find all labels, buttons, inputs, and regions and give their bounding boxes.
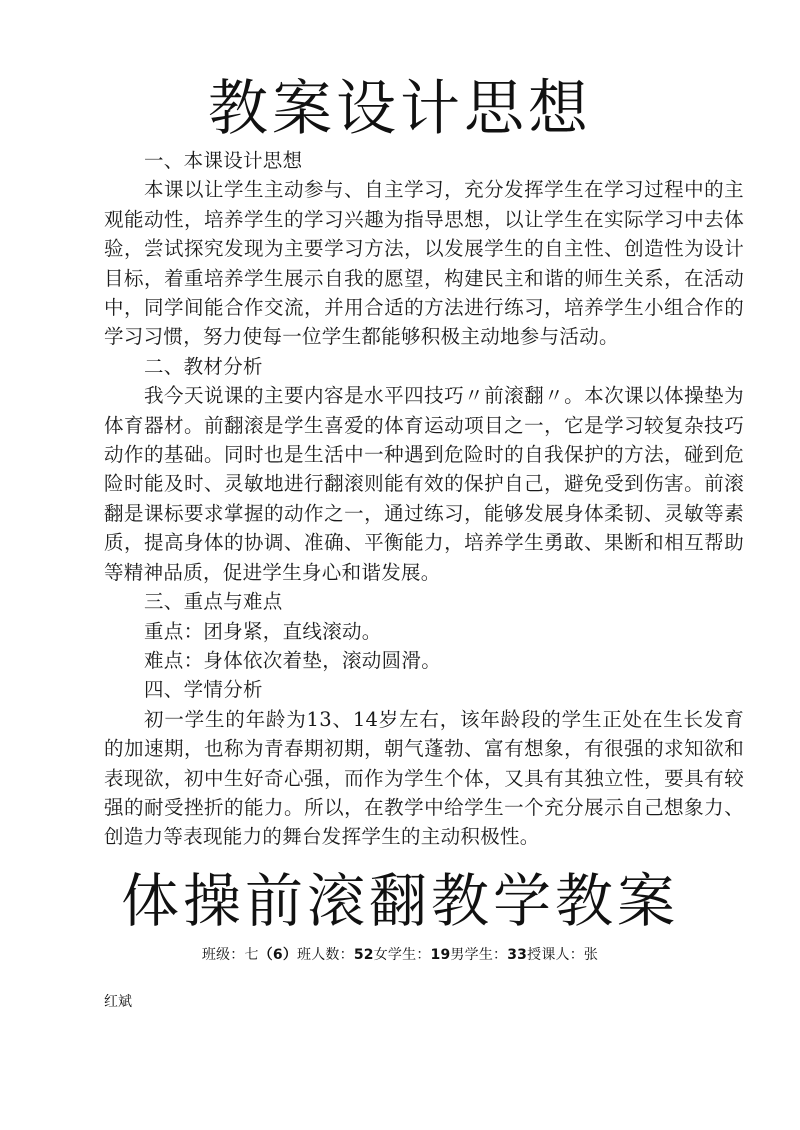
female-value: 19 [430, 947, 451, 963]
paragraph-material: 我今天说课的主要内容是水平四技巧〃前滚翻〃。本次课以体操垫为体育器材。前翻滚是学生喜爱的体育运动项目之一，它是学习较复杂技巧动作的基础。同时也是生活中一种遇到危险时的自我保护的方法，碰到危险时能及时、灵敏地进行翻滚则能有效的保护自己，避免受到伤害。前滚翻是课标要求掌握的动作之一，通过练习，能够发展身体柔韧、灵敏等素质，提高身体的协调、准确、平衡能力，培养学生勇敢、果断和相互帮助等精神品质，促进学生身心和谐发展。 [104, 384, 744, 584]
class-value: （6） [258, 947, 298, 963]
paragraph-key-point: 重点：团身紧，直线滚动。 [144, 619, 382, 643]
paragraph-difficulty: 难点：身体依次着垫，滚动圆滑。 [144, 648, 442, 672]
count-label: 班人数： [297, 947, 354, 963]
lesson-title: 体操前滚翻教学教案 [120, 867, 679, 935]
teacher-name-tail: 红斌 [104, 994, 132, 1010]
section-heading-material: 二、教材分析 [144, 354, 263, 378]
paragraph-students: 初一学生的年龄为13、14岁左右，该年龄段的学生正处在生长发育的加速期，也称为青春期初期，朝气蓬勃、富有想象，有很强的求知欲和表现欲，初中生好奇心强，而作为学生个体，又具有其独立性，要具有较强的耐受挫折的能力。所以，在教学中给学生一个充分展示自己想象力、创造力等表现能力的舞台发挥学生的主动积极性。 [104, 707, 744, 849]
class-info-line [0, 945, 800, 965]
section-heading-students: 四、学情分析 [144, 678, 263, 702]
male-value: 33 [507, 947, 528, 963]
section-heading-design: 一、本课设计思想 [144, 149, 303, 172]
document-body [104, 146, 744, 852]
teacher-label: 授课人：张 [527, 947, 599, 963]
class-label: 班级：七 [201, 947, 259, 963]
female-label: 女学生： [373, 947, 431, 963]
document-title: 教案设计思想 [208, 74, 592, 144]
paragraph-design: 本课以让学生主动参与、自主学习，充分发挥学生在学习过程中的主观能动性，培养学生的学习兴趣为指导思想，以让学生在实际学习中去体验，尝试探究发现为主要学习方法，以发展学生的自主性、创造性为设计目标，着重培养学生展示自我的愿望，构建民主和谐的师生关系，在活动中，同学间能合作交流，并用合适的方法进行练习，培养学生小组合作的学习习惯，努力使每一位学生都能够积极主动地参与活动。 [104, 178, 744, 349]
male-label: 男学生： [450, 947, 508, 963]
count-value: 52 [353, 947, 374, 963]
section-heading-key-points: 三、重点与难点 [144, 590, 283, 614]
